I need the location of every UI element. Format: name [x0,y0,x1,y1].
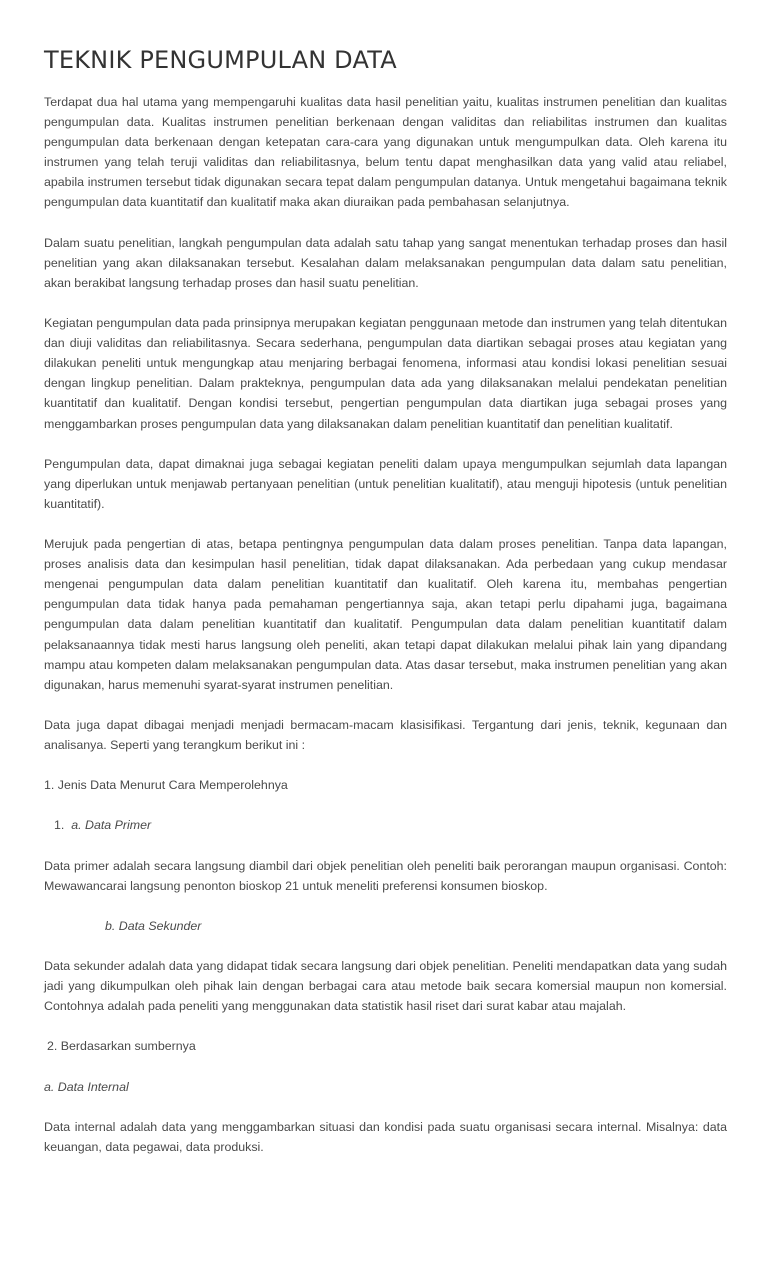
section1-sub-b-text: Data sekunder adalah data yang didapat tidak secara langsung dari objek penelitian. Peneliti mendapatkan data yang sudah jadi yang dikumpulkan oleh pihak lain dengan berbagai cara atau metode baik secara komersial maupun non komersial. Contohnya adalah pada peneliti yang menggunakan data statistik hasil riset dari surat kabar atau majalah. [44,959,727,1014]
paragraph-merujuk: Merujuk pada pengertian di atas, betapa pentingnya pengumpulan data dalam proses penelitian. Tanpa data lapangan, proses analisis data dan kesimpulan hasil penelitian, tidak dapat dilaksanakan. Ada perbedaan yang cukup mendasar mengenai pengumpulan data dalam penelitian kuantitatif dan kualitatif. Oleh karena itu, membahas pengertian pengumpulan data tidak hanya pada pemahaman pengertiannya saja, akan tetapi perlu dipahami juga, bagaimana pengumpulan data dalam penelitian kuantitatif dan kualitatif. Pengumpulan data dalam penelitian kuantitatif dalam pelaksanaannya tidak mesti harus langsung oleh peneliti, akan tetapi dapat dilakukan melalui pihak lain yang dipandang mampu atau kompeten dalam melaksanakan pengumpulan data. Atas dasar tersebut, maka instrumen penelitian yang akan digunakan, harus memenuhi syarat-syarat instrumen penelitian. [44,537,727,692]
section1-heading: 1. Jenis Data Menurut Cara Memperolehnya [44,778,288,793]
paragraph-kegiatan: Kegiatan pengumpulan data pada prinsipnya merupakan kegiatan penggunaan metode dan instrumen yang telah ditentukan dan diuji validitas dan reliabilitasnya. Secara sederhana, pengumpulan data diartikan sebagai proses atau kegiatan yang dilakukan peneliti untuk mengungkap atau menjaring berbagai fenomena, informasi atau kondisi lokasi penelitian sesuai dengan lingkup penelitian. Dalam prakteknya, pengumpulan data ada yang dilaksanakan melalui pendekatan penelitian kuantitatif dan kualitatif. Dengan kondisi tersebut, pengertian pengumpulan data diartikan juga sebagai proses yang menggambarkan proses pengumpulan data yang dilaksanakan dalam penelitian kuantitatif dan penelitian kualitatif. [44,316,727,431]
paragraph-langkah: Dalam suatu penelitian, langkah pengumpulan data adalah satu tahap yang sangat menentukan terhadap proses dan hasil penelitian yang akan dilaksanakan tersebut. Kesalahan dalam melaksanakan pengumpulan data dalam satu penelitian, akan berakibat langsung terhadap proses dan hasil suatu penelitian. [44,235,727,290]
paragraph-pengumpulan: Pengumpulan data, dapat dimaknai juga sebagai kegiatan peneliti dalam upaya mengumpulkan sejumlah data lapangan yang diperlukan untuk menjawab pertanyaan penelitian (untuk penelitian kualitatif), atau menguji hipotesis (untuk penelitian kuantitatif). [44,456,727,511]
section1-sub-a-title: a. Data Primer [71,818,152,833]
section2-sub-a-text: Data internal adalah data yang menggambarkan situasi dan kondisi pada suatu organisasi secara internal. Misalnya: data keuangan, data pegawai, data produksi. [44,1119,727,1154]
section1-sub-a-heading [44,815,727,835]
section2-heading: 2. Berdasarkan sumbernya [47,1039,196,1054]
section1-sub-a-number: 1. [54,818,65,833]
document-page [44,44,727,1177]
section1-sub-a-text: Data primer adalah secara langsung diambil dari objek penelitian oleh peneliti baik perorangan maupun organisasi. Contoh: Mewawancarai langsung penonton bioskop 21 untuk meneliti preferensi konsumen bioskop. [44,858,727,893]
section2-sub-a-heading: a. Data Internal [44,1079,129,1094]
section1-sub-b-heading: b. Data Sekunder [105,918,202,933]
paragraph-klasifikasi: Data juga dapat dibagai menjadi menjadi bermacam-macam klasisifikasi. Tergantung dari jenis, teknik, kegunaan dan analisanya. Seperti yang terangkum berikut ini : [44,717,727,752]
document-title: TEKNIK PENGUMPULAN DATA [44,46,397,74]
paragraph-intro: Terdapat dua hal utama yang mempengaruhi kualitas data hasil penelitian yaitu, kualitas instrumen penelitian dan kualitas pengumpulan data. Kualitas instrumen penelitian berkenaan dengan validitas dan reliabilitas instrumen dan kualitas pengumpulan data berkenaan dengan ketepatan cara-cara yang digunakan untuk mengumpulkan data. Oleh karena itu instrumen yang telah teruji validitas dan reliabilitasnya, belum tentu dapat menghasilkan data yang valid atau reliabel, apabila instrumen tersebut tidak digunakan secara tepat dalam pengumpulan datanya. Untuk mengetahui bagaimana teknik pengumpulan data kuantitatif dan kualitatif maka akan diuraikan pada pembahasan selanjutnya. [44,95,727,210]
